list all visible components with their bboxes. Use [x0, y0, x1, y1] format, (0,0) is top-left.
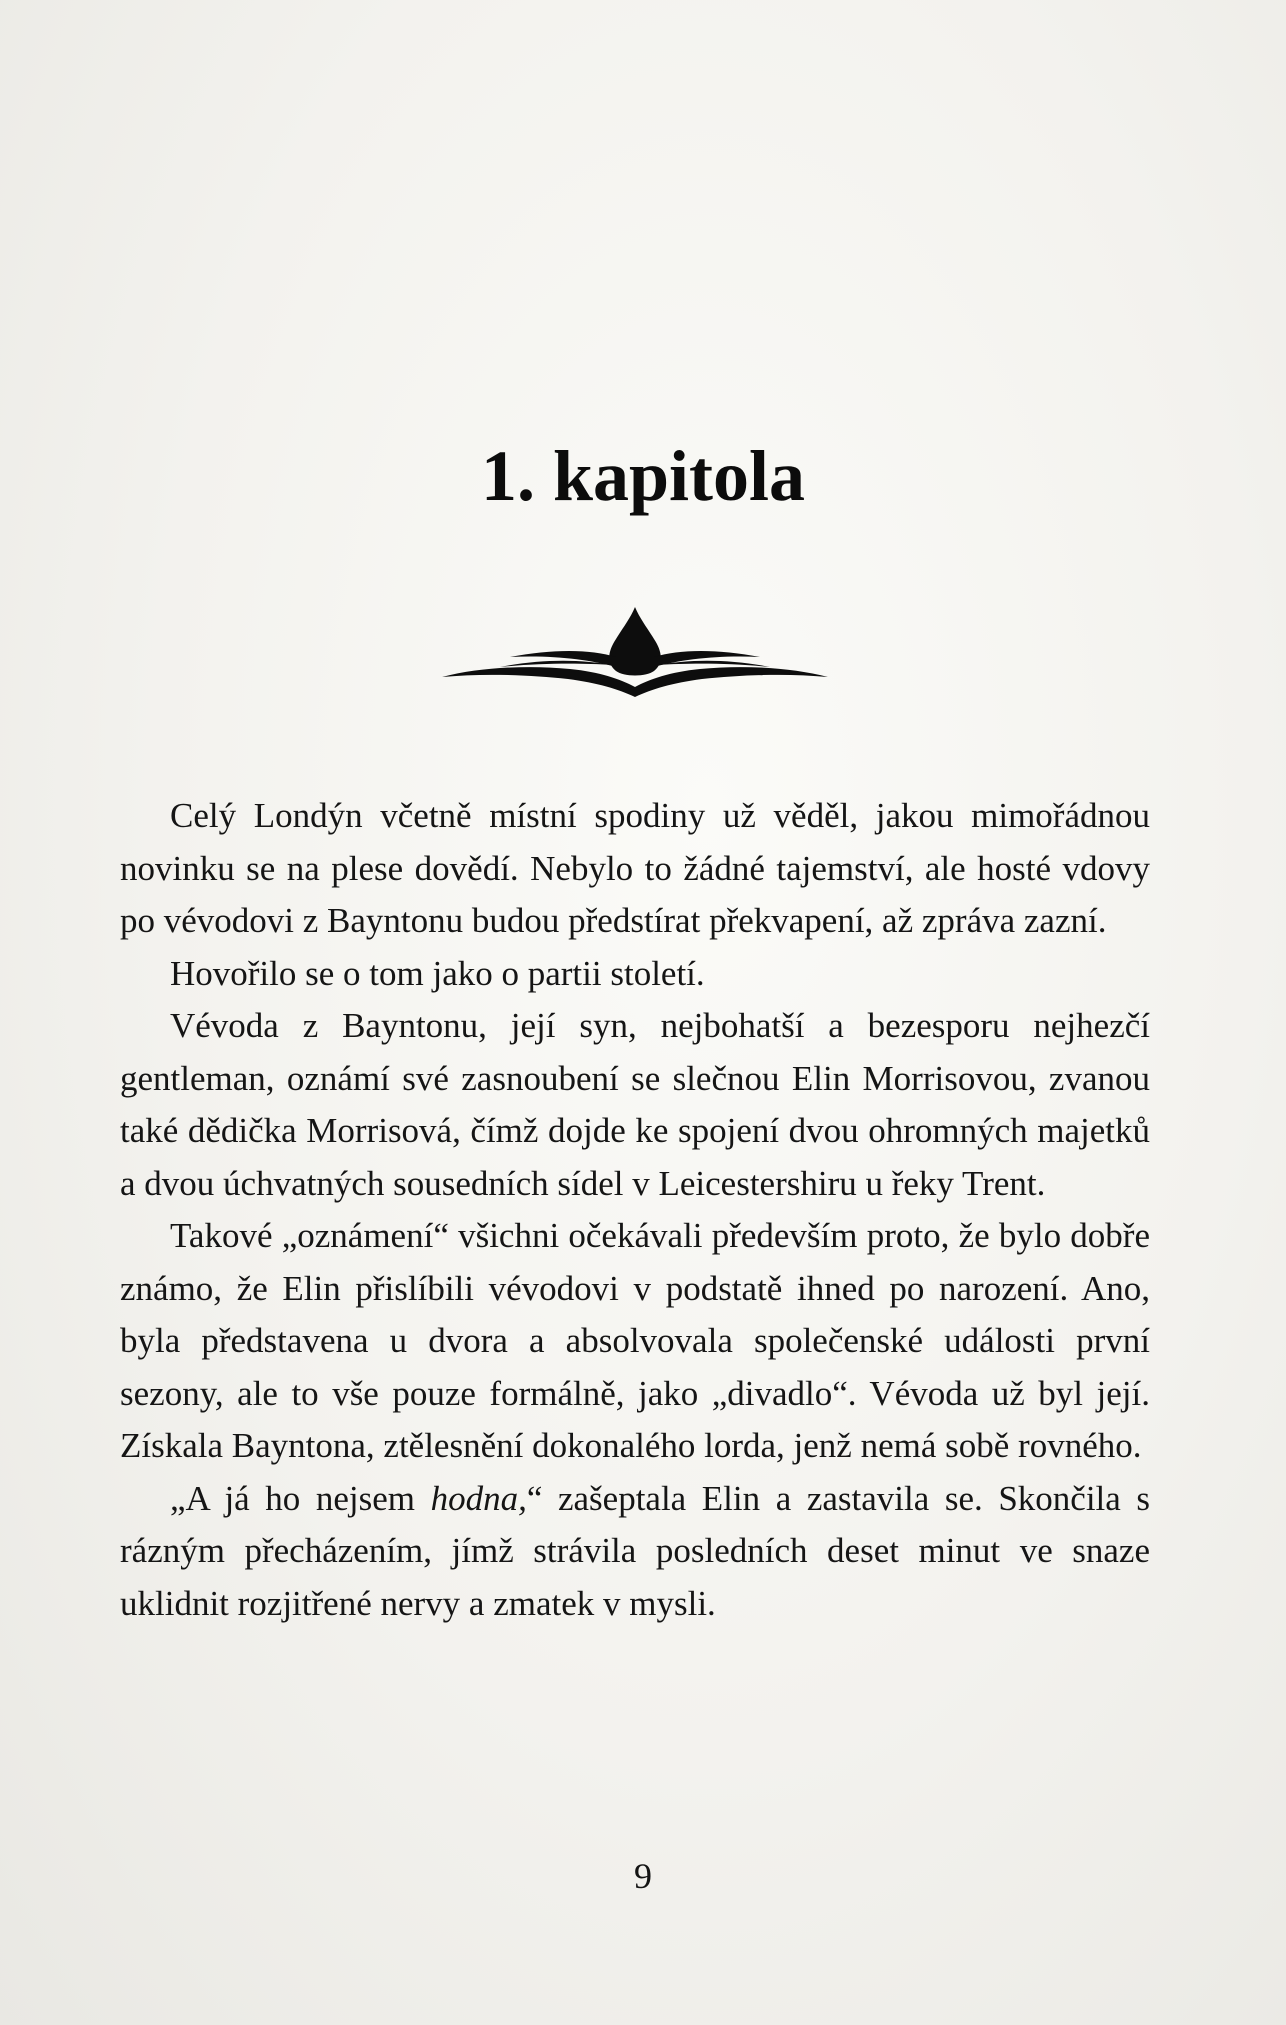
page-number: 9 — [634, 1856, 652, 1896]
paragraph-2: Hovořilo se o tom jako o partii století. — [170, 953, 705, 993]
paragraph-5-start: „A já ho nejsem — [170, 1478, 431, 1518]
body-text — [120, 790, 1150, 1630]
paragraph-5-end: “ zašeptala Elin a zastavila se. Skončila s rázným přecházením, jímž strávila posledních deset minut ve snaze uklidnit rozjitřené nervy a zmatek v mysli. — [120, 1478, 1150, 1623]
paragraph-5-italic: hodna, — [430, 1478, 527, 1518]
paragraph-1: Celý Londýn včetně místní spodiny už věděl, jakou mimořádnou novinku se na plese dovědí. Nebylo to žádné tajemství, ale hosté vdovy po vévodovi z Bayntonu budou předstírat překvapení, až zpráva zazní. — [120, 796, 1150, 940]
chapter-title: 1. kapitola — [480, 436, 806, 516]
paragraph-5 — [120, 1473, 1150, 1631]
paragraph-3: Vévoda z Bayntonu, její syn, nejbohatší a bezesporu nejhezčí gentleman, oznámí své zasnoubení se slečnou Elin Morrisovou, zvanou také dědička Morrisová, čímž dojde ke spojení dvou ohromných majetků a dvou úchvatných sousedních sídel v Leicestershiru u řeky Trent. — [120, 1006, 1150, 1203]
wave-ornament-icon — [440, 605, 830, 700]
paragraph-4: Takové „oznámení“ všichni očekávali především proto, že bylo dobře známo, že Elin přislíbili vévodovi v podstatě ihned po narození. Ano, byla představena u dvora a absolvovala společenské události první sezony, ale to vše pouze formálně, jako „divadlo“. Vévoda už byl její. Získala Bayntona, ztělesnění dokonalého lorda, jenž nemá sobě rovného. — [120, 1216, 1150, 1465]
